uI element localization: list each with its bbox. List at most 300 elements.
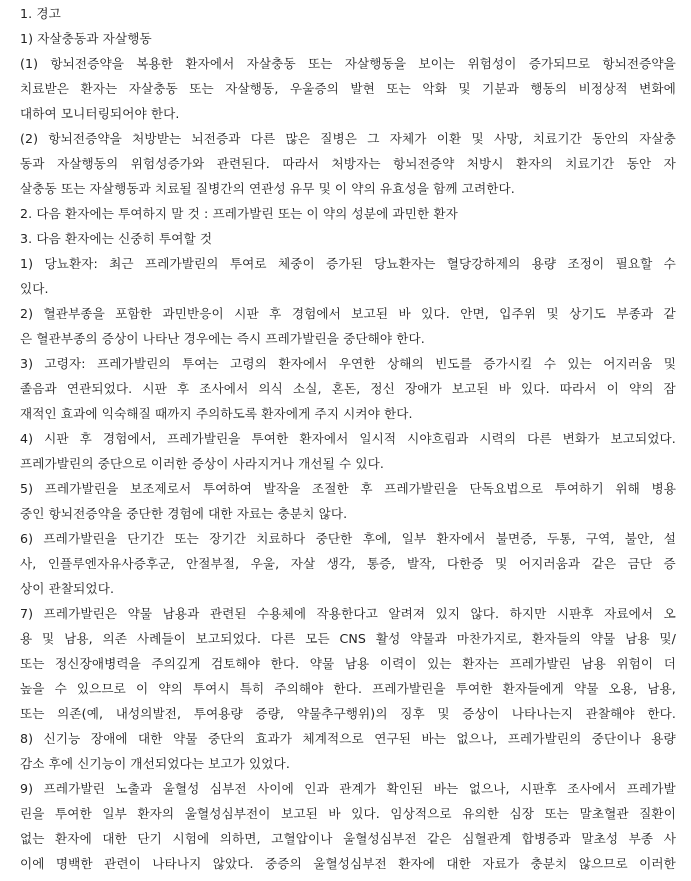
word: 하지만	[509, 606, 547, 621]
word: 또는	[20, 706, 45, 721]
word: 일부	[401, 531, 427, 546]
word: 빈도를	[435, 356, 472, 371]
word: 자살행동을	[344, 56, 407, 71]
word: 고혈압이나	[271, 831, 333, 846]
word: 같은	[427, 831, 452, 846]
word: 수	[543, 356, 556, 371]
word: 남용	[581, 656, 606, 671]
word: 및	[495, 556, 508, 571]
text-line: 1) 자살충동과 자살행동	[20, 31, 152, 46]
word: 장기간	[209, 531, 246, 546]
word: 위험성증가와	[130, 156, 205, 171]
word: 정신	[370, 381, 395, 396]
word: 장애에	[90, 731, 128, 746]
word: 우울,	[250, 556, 280, 571]
word: 행동의	[530, 81, 568, 96]
word: 및	[437, 706, 450, 721]
word: 의식	[258, 381, 283, 396]
word: 조정이	[567, 256, 605, 271]
word: 1)	[20, 256, 34, 271]
word: 한다.	[333, 681, 363, 696]
word: 3)	[20, 356, 34, 371]
word: 알려져	[388, 606, 426, 621]
word: 위험성이	[467, 56, 517, 71]
word: 발작,	[406, 556, 436, 571]
word: 인플루엔자유사증후군,	[47, 556, 175, 571]
word: 남용	[625, 631, 650, 646]
word: 처방시	[466, 156, 504, 171]
word: 부종	[628, 831, 654, 846]
word: 의존(예,	[57, 706, 104, 721]
word: 항뇌전증약을	[48, 131, 122, 146]
word: 불안,	[624, 531, 654, 546]
word: 비정상적	[578, 81, 628, 96]
word: 또는	[174, 531, 199, 546]
word: 다른	[250, 131, 276, 146]
word: 바	[328, 806, 341, 821]
word: 나타나지	[152, 856, 202, 871]
word: 보고되었다.	[195, 631, 262, 646]
word: 검토해야	[211, 656, 261, 671]
word: (2)	[20, 131, 39, 146]
word: 6)	[20, 531, 34, 546]
word: 연관되었다.	[66, 381, 133, 396]
text-line	[20, 79, 676, 99]
word: 악화	[422, 81, 447, 96]
word: 치료받은	[20, 81, 70, 96]
word: 주의깊게	[151, 656, 201, 671]
text-line: 상이 관찰되었다.	[20, 581, 115, 596]
word: 약물과	[410, 631, 447, 646]
word: 환자의	[515, 156, 553, 171]
text-line	[20, 679, 676, 699]
word: 이환	[436, 131, 462, 146]
word: 바는	[433, 781, 459, 796]
word: 말초혈관	[579, 806, 629, 821]
word: 후	[269, 306, 282, 321]
word: 관련된	[209, 606, 247, 621]
word: 프레가발린	[509, 656, 571, 671]
word: 말초성	[581, 831, 619, 846]
text-line	[20, 154, 676, 174]
text-line: 3. 다음 환자에는 신중히 투여할 것	[20, 231, 213, 246]
word: 및/	[659, 631, 676, 646]
text-line	[20, 779, 676, 799]
word: 두통,	[546, 531, 576, 546]
word: 단기간	[127, 531, 165, 546]
word: 신기능	[43, 731, 81, 746]
word: 조절한	[311, 481, 349, 496]
word: 관계가	[339, 781, 377, 796]
word: 효과가	[255, 731, 293, 746]
word: 없는	[20, 831, 45, 846]
word: 자살충동	[246, 56, 296, 71]
text-line: 1. 경고	[20, 6, 61, 21]
word: 위험이	[616, 656, 654, 671]
word: 증가된	[326, 256, 363, 271]
text-line	[20, 629, 676, 649]
word: 동안	[626, 156, 652, 171]
text-line: 중인 항뇌전증약을 중단한 경험에 대한 자료는 충분치 않다.	[20, 506, 348, 521]
word: 않으므로	[578, 856, 628, 871]
word: 바	[398, 306, 411, 321]
word: 필요할	[615, 256, 653, 271]
word: 있는	[427, 656, 452, 671]
word: 5)	[20, 481, 34, 496]
word: 모든	[305, 631, 330, 646]
word: 질환이	[639, 806, 676, 821]
word: 수용체에	[257, 606, 307, 621]
word: 생각,	[326, 556, 356, 571]
word: 울혈성심부전	[313, 856, 387, 871]
word: 프레가발린을	[166, 431, 241, 446]
text-line	[20, 54, 676, 74]
word: 중증의	[265, 856, 302, 871]
word: 포함한	[115, 306, 153, 321]
word: 구역,	[585, 531, 615, 546]
word: 자살	[290, 556, 316, 571]
word: 또는	[189, 81, 214, 96]
word: 작용한다고	[316, 606, 378, 621]
word: 자살충	[639, 131, 676, 146]
word: 프레가발린을	[44, 481, 119, 496]
text-line	[20, 129, 676, 149]
word: 어지러움과	[518, 556, 581, 571]
word: 약물	[127, 606, 153, 621]
word: 불면증,	[495, 531, 537, 546]
text-line: 대하여 모니터링되어야 한다.	[20, 106, 180, 121]
word: 투여시	[192, 681, 230, 696]
word: 없으나,	[468, 781, 510, 796]
word: 연구된	[374, 731, 412, 746]
word: 투여한	[55, 806, 92, 821]
word: 대한	[138, 731, 163, 746]
word: 있다.	[521, 381, 550, 396]
word: 오용,	[608, 681, 638, 696]
word: 린을	[20, 806, 45, 821]
word: 이러한	[639, 856, 676, 871]
word: 사	[663, 831, 676, 846]
word: 특히	[239, 681, 265, 696]
word: 처방받는	[132, 131, 182, 146]
word: 약물	[573, 681, 599, 696]
word: 당뇨환자는	[374, 256, 436, 271]
word: 환자에서	[436, 531, 486, 546]
text-line	[20, 254, 676, 274]
word: 안면,	[460, 306, 489, 321]
word: 한다.	[647, 706, 676, 721]
word: 조사에서	[199, 381, 249, 396]
word: 병용	[651, 481, 676, 496]
word: 인과	[304, 781, 329, 796]
word: 처방자는	[331, 156, 381, 171]
word: 약물추구행위)의	[296, 706, 388, 721]
word: 심부전	[209, 781, 247, 796]
word: 졸음과	[20, 381, 57, 396]
word: 사,	[20, 556, 37, 571]
word: 심장	[509, 806, 535, 821]
word: 시험에	[172, 831, 210, 846]
word: 한다.	[270, 656, 300, 671]
word: 소실,	[293, 381, 322, 396]
word: 중단한	[315, 531, 353, 546]
word: 장애가	[405, 381, 442, 396]
text-line	[20, 429, 676, 449]
word: 2)	[20, 306, 34, 321]
text-line: 살충동 또는 자살행동과 치료될 질병간의 연관성 유무 및 이 약의 유효성을 함께 고려한다.	[20, 181, 515, 196]
word: 약물	[173, 731, 198, 746]
word: 남용	[344, 656, 370, 671]
word: 이	[136, 681, 149, 696]
word: 없으나,	[456, 731, 498, 746]
word: 후	[360, 481, 373, 496]
word: 고령자:	[44, 356, 86, 371]
text-line	[20, 829, 676, 849]
word: 환자에서	[299, 431, 349, 446]
word: 수	[54, 681, 67, 696]
word: 노출과	[115, 781, 153, 796]
word: 있는	[567, 356, 592, 371]
word: 보이는	[418, 56, 456, 71]
word: 혼돈,	[331, 381, 361, 396]
word: 충분치	[530, 856, 568, 871]
word: 않았다.	[212, 856, 254, 871]
word: 같은	[591, 556, 617, 571]
word: 시야흐림과	[407, 431, 469, 446]
word: 상기도	[569, 306, 606, 321]
text-line	[20, 654, 676, 674]
word: 투여용량	[193, 706, 243, 721]
word: 대한	[102, 831, 127, 846]
word: 및	[471, 131, 484, 146]
word: 의하면,	[219, 831, 261, 846]
word: 또는	[20, 656, 45, 671]
word: 환자에	[55, 831, 92, 846]
text-line	[20, 854, 676, 874]
word: 안절부절,	[186, 556, 240, 571]
word: 이에	[20, 856, 45, 871]
word: 다른	[527, 431, 552, 446]
word: 시판후	[556, 606, 594, 621]
word: 변화에	[639, 81, 676, 96]
text-line: 은 혈관부종의 증상이 나타난 경우에는 즉시 프레가발린을 중단해야 한다.	[20, 331, 425, 346]
word: 남용과	[162, 606, 200, 621]
word: 후	[176, 381, 190, 396]
word: 치료하다	[256, 531, 306, 546]
word: 정신장애병력을	[55, 656, 141, 671]
word: 체중이	[277, 256, 315, 271]
text-line	[20, 529, 676, 549]
word: 오	[663, 606, 676, 621]
word: 단독요법으로	[469, 481, 544, 496]
text-line: 있다.	[20, 281, 49, 296]
word: 있으므로	[76, 681, 126, 696]
word: 프레가발린을	[384, 481, 458, 496]
word: 있다.	[421, 306, 450, 321]
word: 시판	[44, 431, 69, 446]
word: 통증,	[366, 556, 396, 571]
word: 확인된	[386, 781, 424, 796]
word: 설	[663, 531, 676, 546]
word: 또는	[544, 806, 570, 821]
word: 자체가	[389, 131, 427, 146]
word: 질병은	[320, 131, 358, 146]
word: 용량	[531, 256, 557, 271]
text-line: 재적인 효과에 익숙해질 때까지 주의하도록 환자에게 주지 시켜야 한다.	[20, 406, 413, 421]
word: 단기	[137, 831, 162, 846]
word: 마찬가지로,	[456, 631, 523, 646]
word: 이력이	[379, 656, 417, 671]
word: 우연한	[338, 356, 376, 371]
word: 관련된다.	[216, 156, 270, 171]
word: 조사에서	[567, 781, 617, 796]
word: 투여는	[182, 356, 219, 371]
word: 프레가발린	[43, 781, 105, 796]
word: 또는	[307, 56, 333, 71]
word: 남용,	[64, 631, 93, 646]
text-line	[20, 379, 676, 399]
word: 프레가발린은	[43, 606, 118, 621]
word: 발작을	[263, 481, 301, 496]
word: 많은	[285, 131, 311, 146]
word: 당뇨환자:	[44, 256, 98, 271]
word: 사망,	[493, 131, 523, 146]
word: 우울증의	[289, 81, 339, 96]
word: 환자에서	[185, 56, 235, 71]
word: 9)	[20, 781, 34, 796]
word: 명백한	[55, 856, 93, 871]
word: 및	[546, 306, 559, 321]
word: 이	[606, 381, 619, 396]
word: 프레가발	[626, 781, 676, 796]
word: 어지러움	[603, 356, 653, 371]
word: 내성의발전,	[115, 706, 182, 721]
word: 잠	[663, 381, 676, 396]
word: 사례들이	[136, 631, 186, 646]
text-line	[20, 479, 676, 499]
word: 같	[663, 306, 676, 321]
word: 및	[42, 631, 55, 646]
word: 동과	[20, 156, 45, 171]
word: 환자들의	[531, 631, 581, 646]
word: 약의	[158, 681, 183, 696]
word: 치료기간	[532, 131, 582, 146]
text-line	[20, 304, 676, 324]
word: 따라서	[282, 156, 320, 171]
word: 치료기간	[565, 156, 615, 171]
word: 혈관부종을	[43, 306, 105, 321]
text-line	[20, 704, 676, 724]
word: 환자는	[80, 81, 118, 96]
text-line	[20, 554, 676, 574]
word: 금단	[627, 556, 653, 571]
word: 복용한	[136, 56, 174, 71]
text-line: 2. 다음 환자에는 투여하지 말 것 : 프레가발린 또는 이 약의 성분에 과민한 환자	[20, 206, 458, 221]
word: (1)	[20, 56, 39, 71]
word: 활성	[375, 631, 401, 646]
text-line	[20, 729, 676, 749]
word: 투여로	[229, 256, 267, 271]
text-line	[20, 604, 676, 624]
word: 변화가	[562, 431, 600, 446]
word: 또는	[386, 81, 411, 96]
word: 약물	[590, 631, 616, 646]
word: 투여하기	[554, 481, 604, 496]
word: 과민반응이	[162, 306, 224, 321]
word: 및	[663, 356, 676, 371]
word: 8)	[20, 731, 34, 746]
word: 투여한	[251, 431, 289, 446]
word: 위해	[615, 481, 640, 496]
word: 프레가발린의	[97, 356, 171, 371]
word: 높을	[20, 681, 45, 696]
word: 심혈관계	[462, 831, 512, 846]
word: 환자의	[137, 806, 175, 821]
word: 합병증과	[521, 831, 571, 846]
word: 관찰해야	[585, 706, 635, 721]
word: 환자들에게	[502, 681, 564, 696]
word: 시판	[234, 306, 259, 321]
word: 발현	[350, 81, 375, 96]
word: 유의한	[462, 806, 499, 821]
word: 사이에	[257, 781, 294, 796]
word: 시력의	[479, 431, 517, 446]
word: 용	[20, 631, 33, 646]
word: 대한	[446, 856, 471, 871]
word: 투여한	[455, 681, 493, 696]
word: 중단의	[207, 731, 245, 746]
word: 혈당강하제의	[446, 256, 521, 271]
word: 않다.	[470, 606, 500, 621]
word: 자료에서	[604, 606, 654, 621]
word: 환자는	[462, 656, 499, 671]
word: 경험에서,	[102, 431, 157, 446]
word: 다한증	[446, 556, 484, 571]
text-line	[20, 354, 676, 374]
word: 4)	[20, 431, 34, 446]
word: 보고된	[281, 806, 318, 821]
text-line: 감소 후에 신기능이 개선되었다는 보고가 있었다.	[20, 756, 290, 771]
word: 그	[367, 131, 380, 146]
word: 자료가	[482, 856, 520, 871]
word: 주의해야	[274, 681, 324, 696]
word: 시판	[142, 381, 167, 396]
word: 증가시킬	[483, 356, 533, 371]
word: 환자에	[398, 856, 436, 871]
word: 일부	[102, 806, 127, 821]
word: 및	[458, 81, 471, 96]
word: 남용,	[647, 681, 676, 696]
word: 동안의	[592, 131, 629, 146]
word: 7)	[20, 606, 34, 621]
word: 후	[79, 431, 92, 446]
word: 입주위	[499, 306, 537, 321]
word: 바는	[421, 731, 446, 746]
word: 약의	[628, 381, 654, 396]
word: 증가되므로	[528, 56, 591, 71]
word: 프레가발린의	[144, 256, 219, 271]
word: 울혈성심부전	[343, 831, 417, 846]
word: 나타나는지	[511, 706, 574, 721]
word: 항뇌전증약을	[602, 56, 676, 71]
word: 중단이나	[591, 731, 641, 746]
word: 용량	[651, 731, 676, 746]
word: 최근	[109, 256, 134, 271]
word: 항뇌전증약	[393, 156, 455, 171]
word: 관련이	[104, 856, 141, 871]
word: 더	[663, 656, 676, 671]
word: 자살충동	[128, 81, 178, 96]
